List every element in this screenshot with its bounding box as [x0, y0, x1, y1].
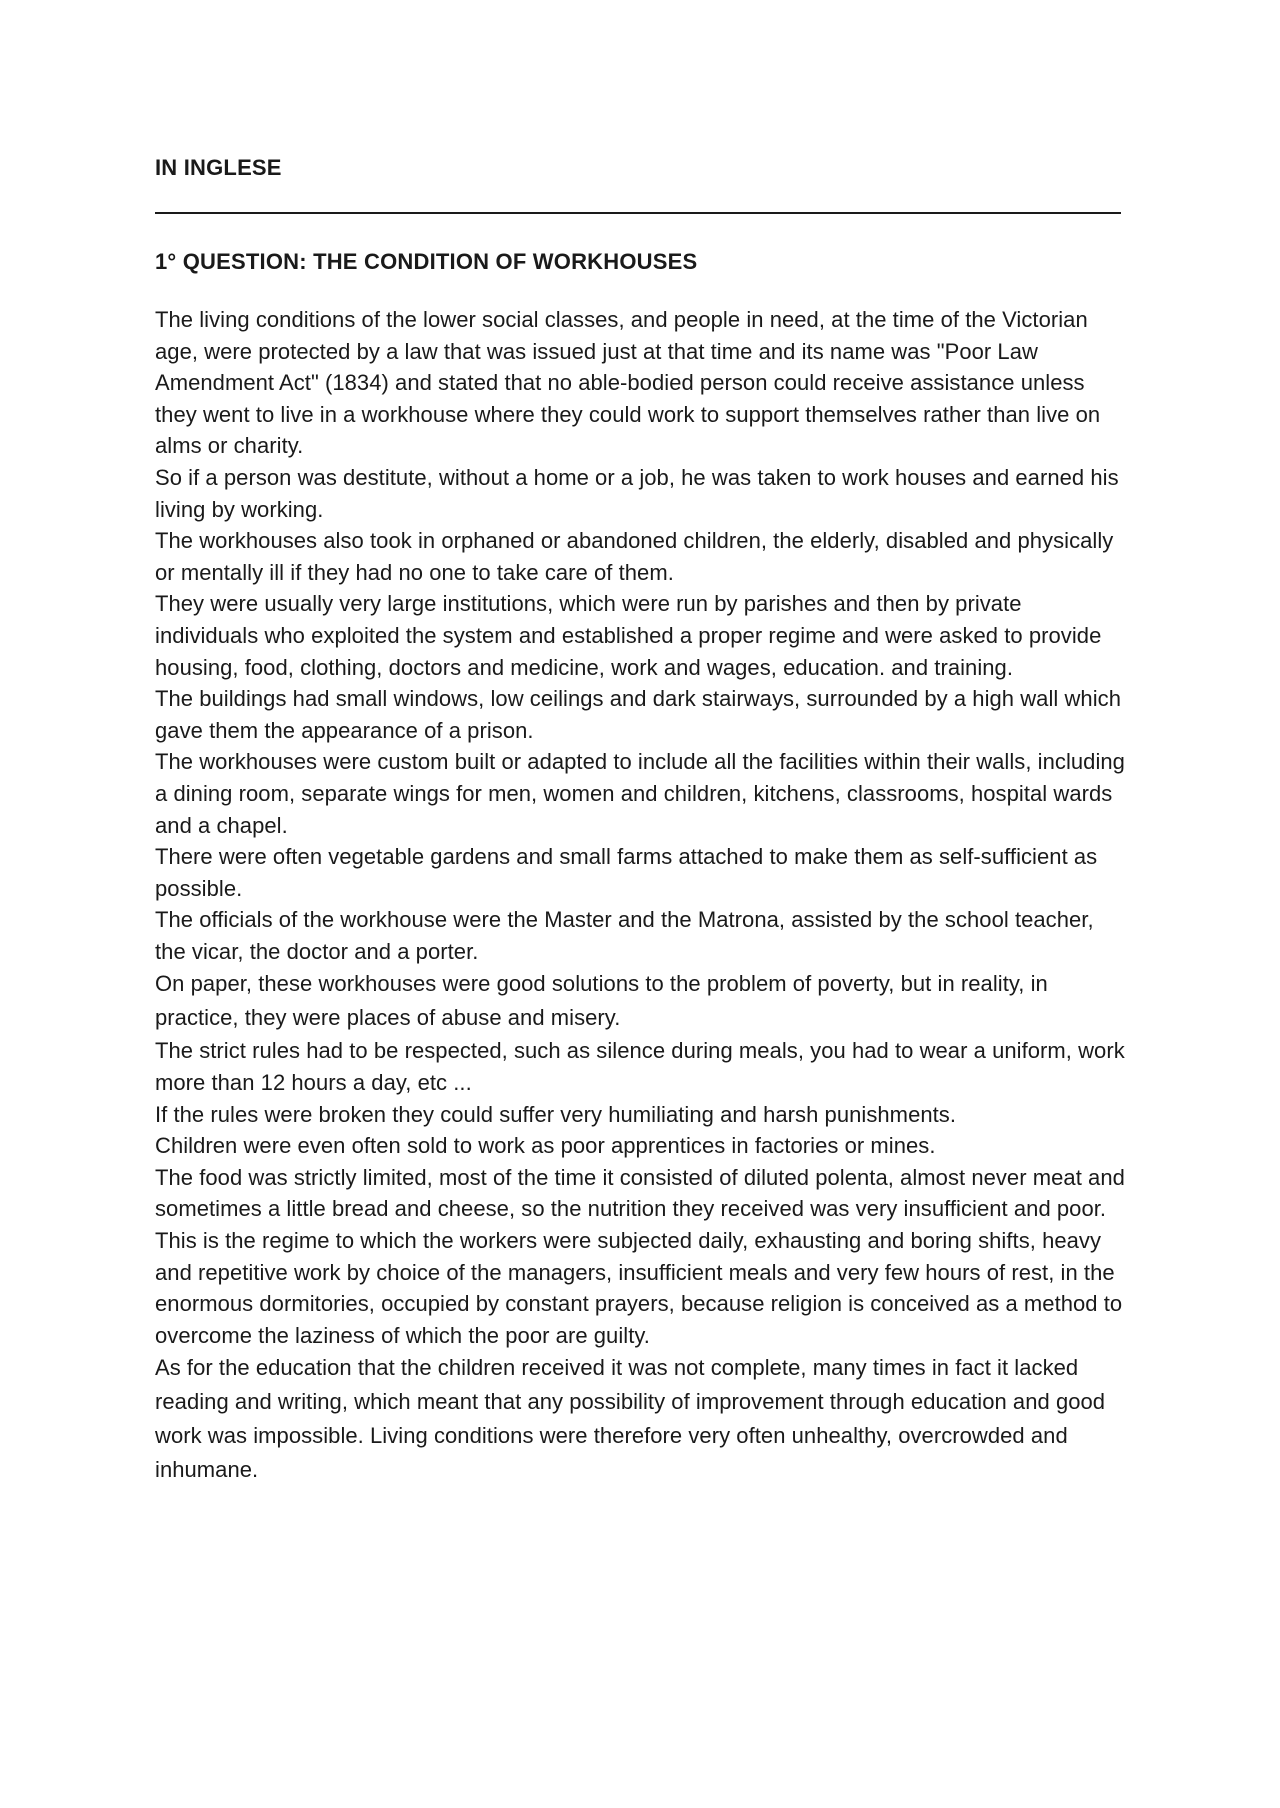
paragraph: This is the regime to which the workers were subjected daily, exhausting and boring shifts, heavy and repetitive work by choice of the managers, insufficient meals and very few hours of rest, in the enormous dormitories, occupied by constant prayers, because religion is conceived as a method to overcome the laziness of which the poor are guilty. [155, 1228, 1123, 1348]
paragraph: On paper, these workhouses were good solutions to the problem of poverty, but in reality, in practice, they were places of abuse and misery. [155, 971, 1048, 1031]
document-heading: IN INGLESE [155, 155, 282, 180]
horizontal-divider [155, 212, 1121, 214]
paragraph: As for the education that the children received it was not complete, many times in fact it lacked reading and writing, which meant that any possibility of improvement through education and good work was impossible. Living conditions were therefore very often unhealthy, overcrowded and inhumane. [155, 1355, 1106, 1483]
paragraph: The workhouses also took in orphaned or abandoned children, the elderly, disabled and physically or mentally ill if they had no one to take care of them. [155, 528, 1114, 585]
paragraph: The officials of the workhouse were the Master and the Matrona, assisted by the school teacher, the vicar, the doctor and a porter. [155, 907, 1094, 964]
paragraph: The strict rules had to be respected, such as silence during meals, you had to wear a uniform, work more than 12 hours a day, etc ... [155, 1038, 1125, 1096]
paragraph: The workhouses were custom built or adapted to include all the facilities within their walls, including a dining room, separate wings for men, women and children, kitchens, classrooms, hospital wards and a chapel. [155, 749, 1125, 838]
document-page [155, 150, 1130, 1487]
paragraph: The buildings had small windows, low ceilings and dark stairways, surrounded by a high wall which gave them the appearance of a prison. [155, 686, 1121, 743]
paragraph: If the rules were broken they could suffer very humiliating and harsh punishments. [155, 1101, 957, 1127]
paragraph: They were usually very large institutions, which were run by parishes and then by private individuals who exploited the system and established a proper regime and were asked to provide housing, food, clothing, doctors and medicine, work and wages, education. and training. [155, 591, 1102, 680]
document-body [155, 304, 1130, 1487]
question-title: 1° QUESTION: THE CONDITION OF WORKHOUSES [155, 249, 698, 274]
paragraph: The living conditions of the lower social classes, and people in need, at the time of the Victorian age, were protected by a law that was issued just at that time and its name was "Poor Law Amendment Act" (1834) and stated that no able-bodied person could receive assistance unless they went to live in a workhouse where they could work to support themselves rather than live on alms or charity. [155, 307, 1101, 459]
paragraph: So if a person was destitute, without a home or a job, he was taken to work houses and earned his living by working. [155, 464, 1119, 522]
paragraph: There were often vegetable gardens and small farms attached to make them as self-sufficient as possible. [155, 844, 1098, 901]
paragraph: The food was strictly limited, most of the time it consisted of diluted polenta, almost never meat and sometimes a little bread and cheese, so the nutrition they received was very insufficient and poor. [155, 1164, 1125, 1222]
paragraph: Children were even often sold to work as poor apprentices in factories or mines. [155, 1133, 936, 1159]
